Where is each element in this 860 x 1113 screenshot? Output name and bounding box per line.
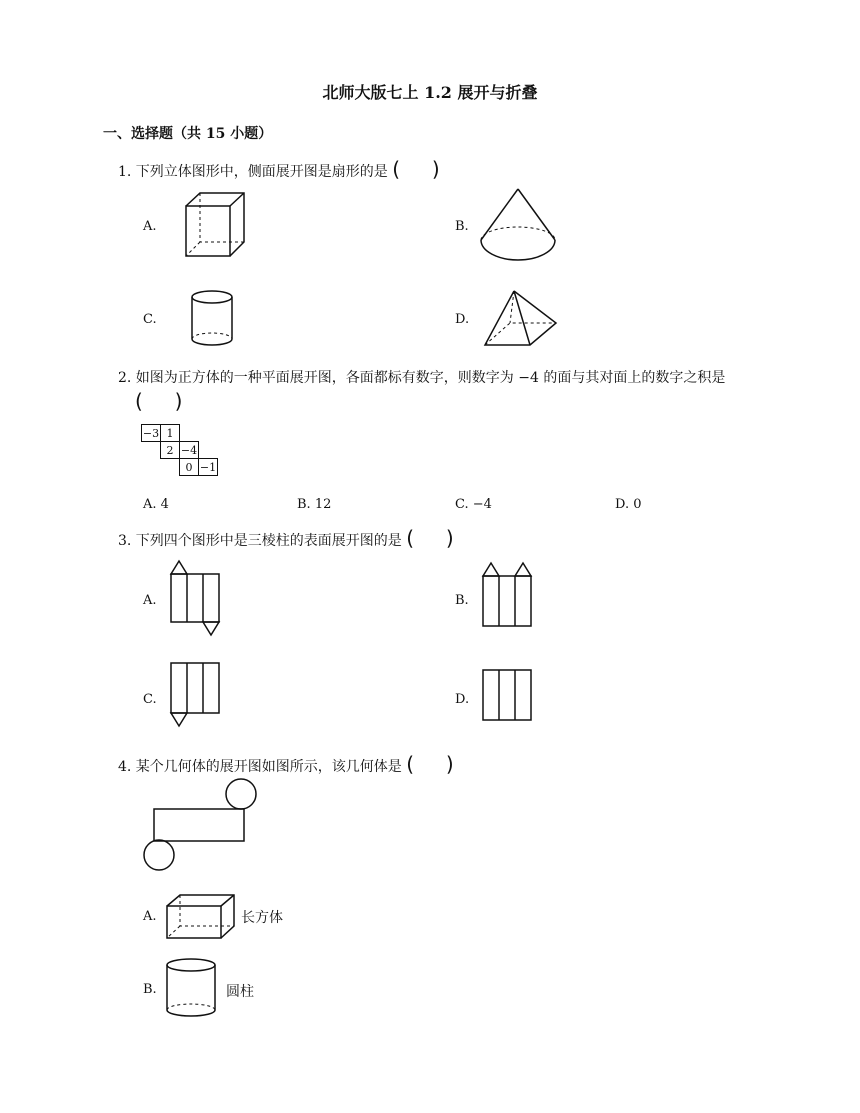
question-1: [118, 157, 440, 181]
q1-option-d-label: D.: [455, 312, 470, 327]
net-cell: 2: [161, 442, 180, 459]
q1-cube-figure: [185, 192, 245, 258]
q1-cylinder-figure: [191, 290, 233, 348]
q2-option-d: D. 0: [615, 497, 642, 512]
answer-paren: ( ): [392, 157, 440, 181]
question-3: [118, 526, 454, 550]
q3-option-c-label: C.: [143, 692, 157, 707]
q3-net-c-figure: [170, 662, 220, 728]
answer-paren: ( ): [406, 526, 454, 550]
q3-option-b-label: B.: [455, 593, 469, 608]
q4-option-a-label: A.: [143, 909, 157, 924]
q3-net-b-figure: [482, 562, 532, 628]
q3-option-a-label: A.: [143, 593, 157, 608]
q1-option-c-label: C.: [143, 312, 157, 327]
q4-option-b-label: B.: [143, 982, 157, 997]
answer-paren: ( ): [135, 389, 183, 413]
q4-cuboid-figure: [166, 894, 236, 940]
q3-net-d-figure: [482, 669, 532, 721]
net-cell: −3: [142, 426, 160, 440]
q4-option-a-caption: 长方体: [241, 910, 283, 926]
q2-cube-net: [141, 424, 218, 476]
q3-net-a-figure: [170, 560, 220, 636]
q4-cylinder-figure: [166, 958, 216, 1018]
q1-option-b-label: B.: [455, 219, 469, 234]
q4-cylinder-net-figure: [143, 778, 257, 872]
answer-paren: ( ): [406, 752, 454, 776]
net-cell: 1: [161, 425, 180, 442]
q1-cone-figure: [480, 188, 556, 262]
section-heading: 一、选择题（共 15 小题）: [103, 126, 273, 142]
question-1-text: 1. 下列立体图形中，侧面展开图是扇形的是: [118, 164, 388, 180]
question-3-text: 3. 下列四个图形中是三棱柱的表面展开图的是: [118, 533, 402, 549]
net-cell: −1: [199, 460, 217, 474]
question-4-text: 4. 某个几何体的展开图如图所示，该几何体是: [118, 759, 402, 775]
question-2-text: 2. 如图为正方体的一种平面展开图，各面都标有数字，则数字为 −4 的面与其对面上的数字之积是: [118, 370, 726, 386]
q2-option-b: B. 12: [297, 497, 332, 512]
q4-option-b-caption: 圆柱: [226, 984, 254, 1000]
question-4: [118, 752, 454, 776]
net-cell: 0: [180, 459, 199, 476]
q1-option-a-label: A.: [143, 219, 157, 234]
q3-option-d-label: D.: [455, 692, 470, 707]
page-title: 北师大版七上 1.2 展开与折叠: [322, 83, 538, 102]
question-2: [118, 366, 778, 390]
q2-option-c: C. −4: [455, 497, 492, 512]
net-cell: −4: [180, 443, 198, 457]
q2-option-a: A. 4: [143, 497, 169, 512]
q1-pyramid-figure: [484, 290, 558, 348]
